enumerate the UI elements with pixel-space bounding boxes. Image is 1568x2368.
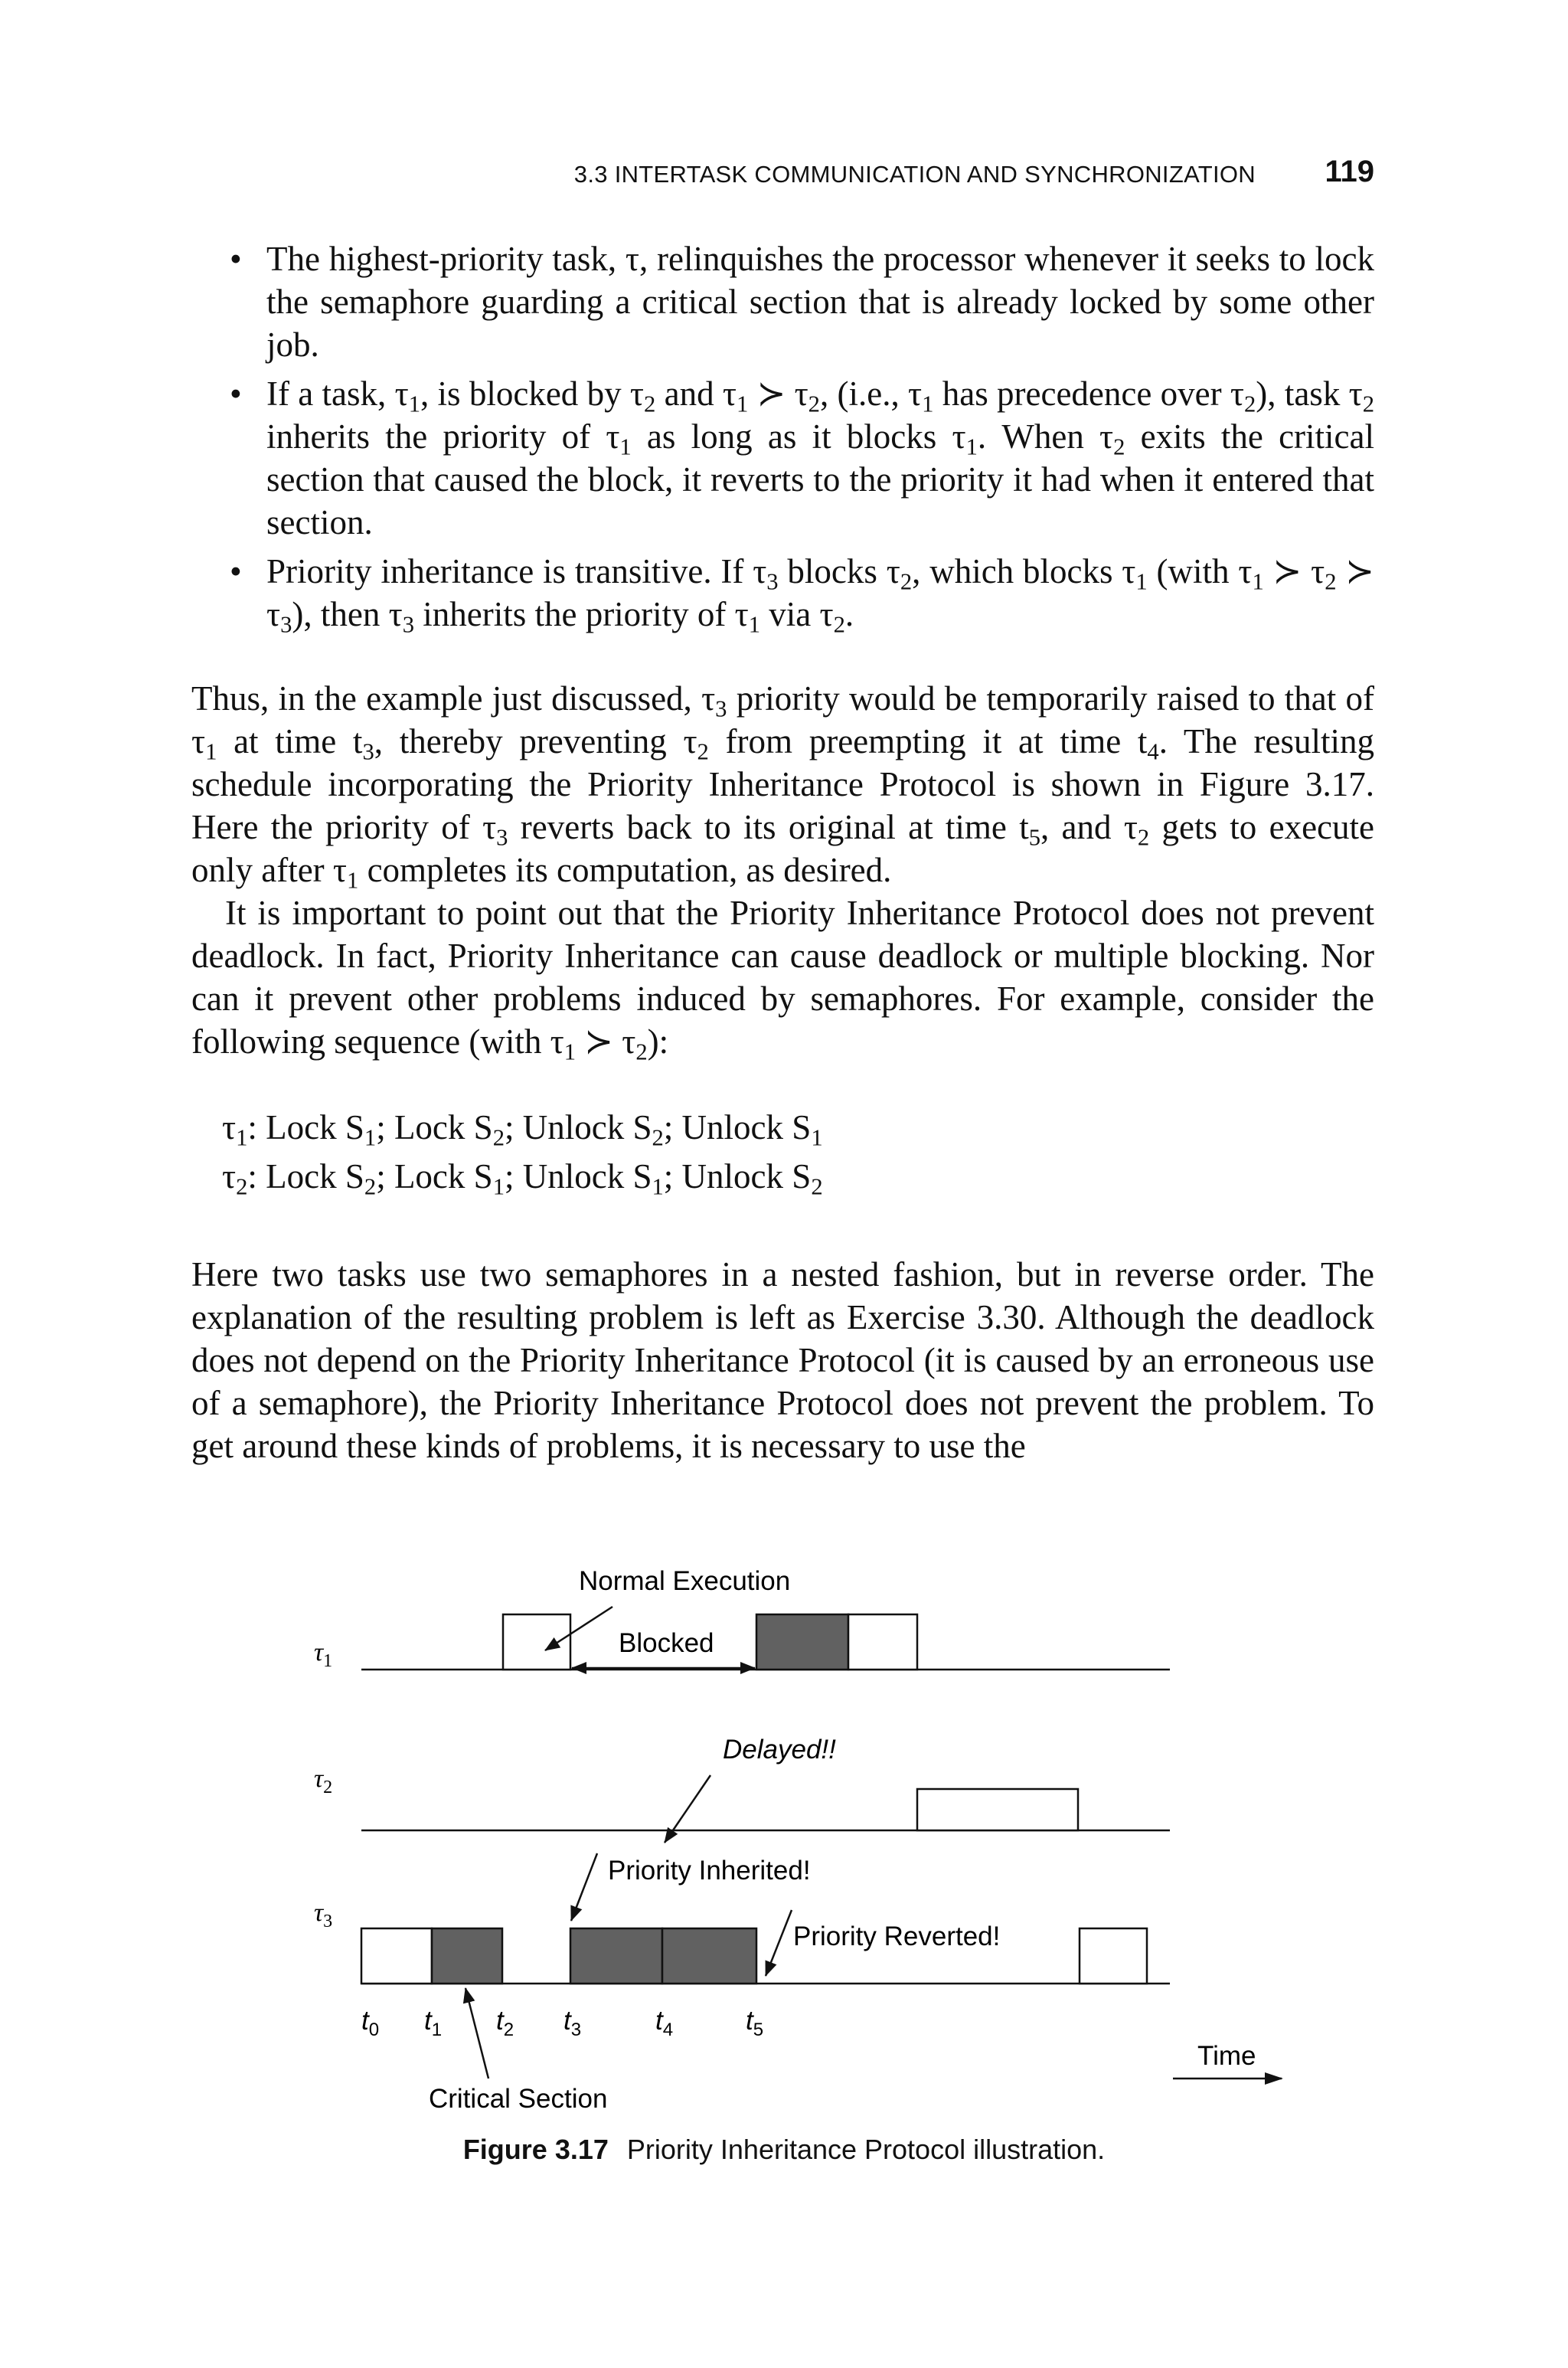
label-critical-section: Critical Section (429, 2084, 608, 2114)
text-run: , and τ (1040, 808, 1138, 846)
text-run: from preempting it at time t (708, 722, 1148, 760)
text-run: : Lock S (247, 1157, 364, 1195)
text-run: and τ (655, 374, 737, 413)
t1-normal-block-2 (848, 1614, 917, 1670)
text-run: ≻ τ (266, 552, 1375, 633)
subscript: 5 (1028, 824, 1040, 851)
paragraph-1 (191, 677, 1375, 894)
text-run: The highest-priority task, τ, relinquishes the processor whenever it seeks to lock the semaphore guarding a critical section that is already locked by some other job. (266, 240, 1374, 364)
text-run: , (i.e., τ (819, 374, 923, 413)
arrow-priority-inherited (571, 1853, 597, 1921)
time-label-t4: $t_4$ (655, 2006, 674, 2040)
text-run: If a task, τ (266, 374, 409, 413)
arrow-delayed (665, 1775, 710, 1843)
text-run: τ (222, 1157, 237, 1195)
subscript: 2 (236, 1173, 248, 1200)
running-header (191, 155, 1374, 196)
subscript: 2 (1362, 391, 1375, 417)
bullet-dot-icon: • (230, 240, 242, 278)
subscript: 3 (766, 568, 779, 595)
subscript: 1 (408, 391, 420, 417)
text-run: ≻ τ (748, 374, 808, 413)
subscript: 2 (1325, 568, 1337, 595)
t3-normal-block-2 (1080, 1928, 1147, 1984)
text-run: reverts back to its original at time t (508, 808, 1029, 846)
caption-label: Figure 3.17 (462, 2134, 609, 2165)
text-run: . (844, 595, 854, 633)
text-run: has precedence over τ (933, 374, 1244, 413)
bullet-text (266, 552, 1375, 638)
text-run: ≻ τ (576, 1022, 636, 1061)
task-label-t2: $\tau_2$ (314, 1765, 333, 1797)
subscript: 2 (1244, 391, 1256, 417)
bullet-list (191, 237, 1374, 642)
text-run: inherits the priority of τ (413, 595, 749, 633)
text-run: ; Unlock S (663, 1108, 812, 1146)
arrow-priority-reverted (766, 1910, 792, 1976)
text-run: . When τ (977, 417, 1114, 456)
subscript: 2 (900, 568, 913, 595)
sequence-line-2 (222, 1155, 823, 1198)
subscript: 2 (811, 1173, 823, 1200)
bullet-item-2 (191, 372, 1374, 544)
t3-normal-block-1 (361, 1928, 432, 1984)
text-run: ≻ τ (1263, 552, 1325, 590)
bullet-item-1 (191, 237, 1374, 366)
subscript: 3 (496, 824, 508, 851)
paragraph-3 (191, 1253, 1374, 1467)
text-run: ), task τ (1256, 374, 1363, 413)
t2-normal-block (917, 1789, 1078, 1830)
subscript: 2 (635, 1038, 648, 1065)
text-run: ; Unlock S (504, 1157, 652, 1195)
subscript: 3 (402, 611, 414, 638)
text-run: τ (222, 1108, 237, 1146)
text-run: blocks τ (778, 552, 900, 590)
subscript: 3 (280, 611, 292, 638)
subscript: 1 (564, 1038, 577, 1065)
subscript: 1 (922, 391, 934, 417)
subscript: 1 (619, 433, 632, 460)
label-blocked: Blocked (619, 1628, 714, 1658)
bullet-text (266, 240, 1374, 364)
t3-critical-block-3 (662, 1928, 756, 1984)
time-label-t0: $t_0$ (361, 2006, 380, 2040)
text-run: ): (647, 1022, 669, 1061)
text-run: : Lock S (247, 1108, 364, 1146)
subscript: 1 (347, 867, 359, 894)
text-run: ; Lock S (376, 1157, 493, 1195)
label-priority-inherited: Priority Inherited! (608, 1856, 811, 1886)
task-label-t3: $\tau_3$ (314, 1899, 333, 1931)
text-run: inherits the priority of τ (266, 417, 620, 456)
label-time: Time (1197, 2041, 1256, 2071)
text-run: completes its computation, as desired. (358, 851, 892, 889)
subscript: 2 (492, 1124, 505, 1151)
bullet-dot-icon: • (230, 374, 242, 413)
task-label-t1: $\tau_1$ (314, 1638, 333, 1671)
subscript: 1 (965, 433, 978, 460)
subscript: 4 (1147, 738, 1159, 765)
time-label-t5: $t_5$ (746, 2006, 764, 2040)
subscript: 1 (811, 1124, 823, 1151)
subscript: 3 (715, 695, 727, 722)
label-normal-execution: Normal Execution (579, 1566, 791, 1596)
text-run: . The resulting schedule incorporating the Priority Inheritance Protocol is shown in Figure 3.17. Here the priority of τ (191, 722, 1374, 846)
text-run: Priority inheritance is transitive. If τ (266, 552, 767, 590)
subscript: 2 (808, 391, 820, 417)
subscript: 2 (364, 1173, 377, 1200)
label-priority-reverted: Priority Reverted! (793, 1922, 1001, 1951)
text-run: at time t (217, 722, 363, 760)
subscript: 2 (833, 611, 845, 638)
t1-critical-block (756, 1614, 848, 1670)
subscript: 1 (1135, 568, 1148, 595)
subscript: 1 (748, 611, 761, 638)
text-run: ; Lock S (376, 1108, 493, 1146)
subscript: 1 (652, 1173, 664, 1200)
text-run: ), then τ (292, 595, 403, 633)
priority-inheritance-figure (0, 1501, 1568, 2160)
text-run: Thus, in the example just discussed, τ (191, 679, 716, 718)
subscript: 1 (364, 1124, 377, 1151)
subscript: 3 (362, 738, 374, 765)
text-run: Here two tasks use two semaphores in a nested fashion, but in reverse order. The explanation of the resulting problem is left as Exercise 3.30. Although the deadlock does not depend on the Priority Inheritance Protocol (it is caused by an erroneous use of a semaphore), the Priority Inheritance Protocol does not prevent the problem. To get around these kinds of problems, it is necessary to use the (191, 1255, 1374, 1465)
t3-critical-block-1 (432, 1928, 502, 1984)
subscript: 1 (1252, 568, 1264, 595)
text-run: via τ (760, 595, 834, 633)
bullet-text (266, 374, 1374, 541)
text-run: priority would be temporarily raised to that of τ (191, 679, 1374, 760)
text-run: , which blocks τ (912, 552, 1136, 590)
paragraph-2 (191, 891, 1374, 1063)
time-label-t1: $t_1$ (424, 2006, 443, 2040)
subscript: 1 (205, 738, 217, 765)
time-label-t2: $t_2$ (496, 2006, 514, 2040)
text-run: as long as it blocks τ (631, 417, 966, 456)
text-run: It is important to point out that the Priority Inheritance Protocol does not prevent deadlock. In fact, Priority Inheritance can cause deadlock or multiple blocking. Nor can it prevent other problems induced by semaphores. For example, consider the following sequence (with τ (191, 894, 1374, 1061)
t3-critical-block-2 (570, 1928, 662, 1984)
subscript: 2 (1137, 824, 1150, 851)
text-run: ; Unlock S (663, 1157, 812, 1195)
subscript: 1 (736, 391, 749, 417)
subscript: 2 (644, 391, 656, 417)
label-delayed: Delayed!! (723, 1735, 836, 1765)
text-run: , is blocked by τ (420, 374, 644, 413)
figure-caption (0, 2134, 1568, 2166)
time-label-t3: $t_3$ (564, 2006, 582, 2040)
bullet-dot-icon: • (230, 552, 242, 590)
subscript: 1 (236, 1124, 248, 1151)
subscript: 1 (492, 1173, 505, 1200)
caption-text: Priority Inheritance Protocol illustration. (626, 2134, 1106, 2165)
text-run: gets to execute only after τ (191, 808, 1375, 889)
section-title: 3.3 INTERTASK COMMUNICATION AND SYNCHRONIZATION (573, 161, 1256, 188)
text-run: , thereby preventing τ (374, 722, 697, 760)
sequence-line-1 (222, 1106, 823, 1149)
arrow-critical-section (466, 1988, 488, 2079)
subscript: 2 (697, 738, 709, 765)
text-run: exits the critical section that caused the block, it reverts to the priority it had when it entered that section. (266, 417, 1374, 541)
subscript: 2 (652, 1124, 664, 1151)
page-number: 119 (1325, 155, 1374, 188)
bullet-item-3 (191, 550, 1374, 636)
subscript: 2 (1113, 433, 1125, 460)
text-run: (with τ (1147, 552, 1253, 590)
t1-normal-block-1 (503, 1614, 570, 1670)
text-run: ; Unlock S (504, 1108, 652, 1146)
